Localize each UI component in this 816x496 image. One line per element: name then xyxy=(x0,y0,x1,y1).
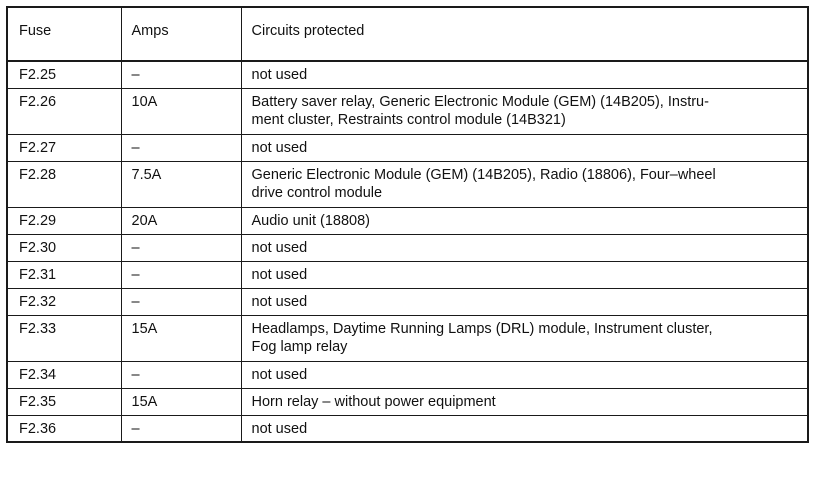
fuse-cell: F2.36 xyxy=(7,415,121,442)
fuse-cell: F2.32 xyxy=(7,288,121,315)
circuits-cell: Audio unit (18808) xyxy=(241,207,808,234)
amps-cell: 10A xyxy=(121,88,241,134)
circuits-cell: Horn relay – without power equipment xyxy=(241,388,808,415)
circuits-cell: Battery saver relay, Generic Electronic Module (GEM) (14B205), Instru- ment cluster, Restraints control module (14B321) xyxy=(241,88,808,134)
table-header-row xyxy=(7,7,808,61)
table-row xyxy=(7,388,808,415)
amps-cell: 15A xyxy=(121,315,241,361)
table-row xyxy=(7,315,808,361)
fuse-cell: F2.26 xyxy=(7,88,121,134)
circuits-cell: not used xyxy=(241,61,808,88)
circuits-cell: not used xyxy=(241,361,808,388)
fuse-cell: F2.33 xyxy=(7,315,121,361)
amps-cell: 15A xyxy=(121,388,241,415)
fuse-table-container xyxy=(6,6,807,443)
table-row xyxy=(7,234,808,261)
fuse-table xyxy=(6,6,809,443)
table-row xyxy=(7,288,808,315)
amps-cell: – xyxy=(121,134,241,161)
amps-cell: – xyxy=(121,261,241,288)
amps-cell: – xyxy=(121,234,241,261)
amps-cell: – xyxy=(121,61,241,88)
table-row xyxy=(7,61,808,88)
circuits-cell: not used xyxy=(241,288,808,315)
amps-cell: – xyxy=(121,288,241,315)
circuits-cell: Generic Electronic Module (GEM) (14B205), Radio (18806), Four–wheel drive control module xyxy=(241,161,808,207)
circuits-cell: Headlamps, Daytime Running Lamps (DRL) module, Instrument cluster, Fog lamp relay xyxy=(241,315,808,361)
amps-cell: – xyxy=(121,415,241,442)
column-header-circuits: Circuits protected xyxy=(241,7,808,61)
table-row xyxy=(7,361,808,388)
table-row xyxy=(7,415,808,442)
table-row xyxy=(7,88,808,134)
fuse-cell: F2.29 xyxy=(7,207,121,234)
table-body xyxy=(7,61,808,442)
amps-cell: 20A xyxy=(121,207,241,234)
fuse-cell: F2.30 xyxy=(7,234,121,261)
table-row xyxy=(7,134,808,161)
fuse-cell: F2.28 xyxy=(7,161,121,207)
table-row xyxy=(7,207,808,234)
column-header-amps: Amps xyxy=(121,7,241,61)
fuse-cell: F2.34 xyxy=(7,361,121,388)
fuse-cell: F2.27 xyxy=(7,134,121,161)
table-row xyxy=(7,261,808,288)
fuse-cell: F2.35 xyxy=(7,388,121,415)
table-row xyxy=(7,161,808,207)
circuits-cell: not used xyxy=(241,261,808,288)
fuse-cell: F2.31 xyxy=(7,261,121,288)
circuits-cell: not used xyxy=(241,134,808,161)
column-header-fuse: Fuse xyxy=(7,7,121,61)
amps-cell: – xyxy=(121,361,241,388)
circuits-cell: not used xyxy=(241,415,808,442)
amps-cell: 7.5A xyxy=(121,161,241,207)
circuits-cell: not used xyxy=(241,234,808,261)
fuse-cell: F2.25 xyxy=(7,61,121,88)
